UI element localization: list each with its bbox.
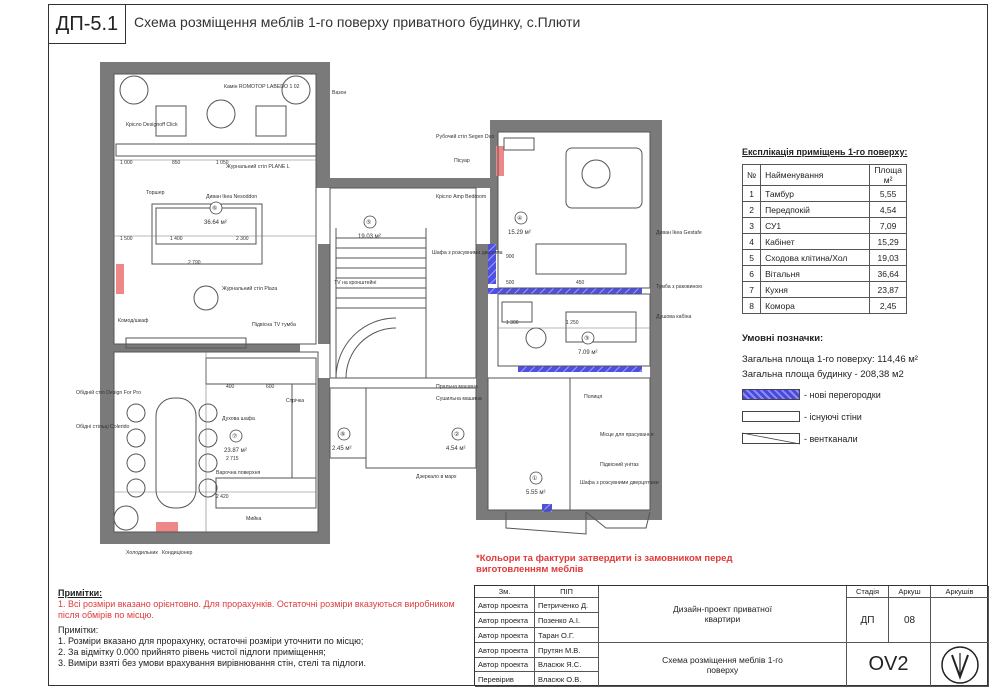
studio-logo (931, 643, 989, 687)
explication-table (742, 164, 907, 314)
legend-heading: Умовні позначки: (742, 333, 824, 344)
row-num: 4 (743, 234, 761, 250)
table-row (743, 250, 907, 266)
table-row (743, 218, 907, 234)
furniture-label: Обідній стіл Design For Pro (76, 390, 142, 396)
colors-note-line: виготовленням меблів (476, 564, 584, 575)
row-name: Передпокій (761, 202, 870, 218)
colors-note (476, 553, 733, 575)
tb-sheet-header: Аркуш (889, 586, 931, 598)
furniture-label: Журнальний стіл PLANE L (226, 164, 290, 170)
dimension: 500 (506, 280, 515, 286)
row-area: 19,03 (870, 250, 907, 266)
row-area: 15,29 (870, 234, 907, 250)
furniture-label: Комод/шкаф (118, 318, 149, 324)
room-label: ③ (584, 336, 590, 342)
dimension: 2 420 (216, 494, 229, 500)
room-label: ④ (517, 216, 523, 222)
row-area: 5,55 (870, 186, 907, 202)
furniture-label: Торшер (146, 190, 165, 196)
furniture-label: Дзеркало в марх (416, 474, 457, 480)
tb-studio: OV2 (847, 643, 931, 687)
furniture-label: Диван Ikea Gestafe (656, 230, 702, 236)
table-row (743, 266, 907, 282)
row-area: 36,64 (870, 266, 907, 282)
room-label: ① (532, 476, 538, 482)
furniture-label: Тумба з раковиною (656, 284, 703, 290)
table-row (743, 234, 907, 250)
dimension: 1 000 (120, 160, 133, 166)
title-block (474, 585, 988, 686)
tb-name: Прутян М.В. (535, 643, 599, 658)
furniture-label: Пральна машина (436, 384, 478, 390)
room-area: 36.64 м² (204, 220, 227, 226)
new-partition-swatch (742, 389, 800, 400)
table-row (743, 202, 907, 218)
row-name: Тамбур (761, 186, 870, 202)
note-item: 1. Розміри вказано для прорахунку, остаточні розміри уточнити по місцю; (58, 636, 364, 646)
dimension: 2 715 (226, 456, 239, 462)
tb-sheet-name: Схема розміщення меблів 1-го поверху (599, 643, 847, 687)
row-name: Вітальня (761, 266, 870, 282)
note-item: 2. За відмітку 0.000 прийнято рівень чистої підлоги приміщення; (58, 647, 326, 657)
furniture-label: Рубочий стіл Segen Duo (436, 134, 495, 140)
legend-label: - вентканали (804, 433, 858, 444)
room-area: 7.09 м² (578, 350, 598, 356)
furniture-label: Кондиціонер (162, 550, 193, 556)
tb-sheets-count (931, 598, 989, 643)
legend-item-new-partitions (742, 389, 881, 400)
note-item: 3. Виміри взяті без умови врахування вирівнювання стін, стелі та підлоги. (58, 658, 366, 668)
legend-item-existing-walls (742, 411, 862, 422)
tb-name: Петриченко Д. (535, 598, 599, 613)
row-num: 1 (743, 186, 761, 202)
tb-stage: ДП (847, 598, 889, 643)
tb-sheets-header: Аркушів (931, 586, 989, 598)
room-label: ⑥ (212, 206, 218, 212)
row-name: Сходова клітина/Хол (761, 250, 870, 266)
vent-swatch (742, 433, 800, 444)
dimension: 600 (266, 384, 275, 390)
logo-icon (940, 645, 980, 685)
floor-plan (76, 58, 703, 558)
legend-label: - існуючі стіни (804, 411, 862, 422)
room-area: 23.87 м² (224, 448, 247, 454)
tb-name: Власюк О.В. (535, 672, 599, 687)
row-num: 3 (743, 218, 761, 234)
colors-note-line: *Кольори та фактури затвердити із замовником перед (476, 553, 733, 564)
table-header-row (743, 165, 907, 186)
furniture-label: Духова шафа (222, 416, 255, 422)
room-area: 15.29 м² (508, 230, 531, 236)
tb-role: Автор проекта (475, 613, 535, 628)
furniture-label: Мийка (246, 516, 262, 522)
dimension: 1 500 (120, 236, 133, 242)
furniture-label: Камін ROMOTOP LABEDO 1 02 (224, 84, 300, 90)
dimension: 1 050 (216, 160, 229, 166)
dimension: 2 790 (188, 260, 201, 266)
room-label: ⑦ (232, 434, 238, 440)
total-house-area: Загальна площа будинку - 208,38 м2 (742, 369, 904, 380)
room-label: ⑤ (366, 220, 372, 226)
furniture-label: Крісло Designoff Click (126, 122, 178, 128)
furniture-label: Підвісна TV тумба (252, 322, 296, 328)
row-name: Комора (761, 298, 870, 314)
tb-name: Позенко А.І. (535, 613, 599, 628)
notes-red-text: 1. Всі розміри вказано орієнтовно. Для прорахунків. Остаточні розміри вказуються виробником після обмірів по місцю. (58, 599, 455, 620)
dimension: 450 (576, 280, 585, 286)
legend-item-vents (742, 433, 858, 444)
room-label: ② (454, 432, 460, 438)
dimension: 1 250 (566, 320, 579, 326)
row-area: 7,09 (870, 218, 907, 234)
furniture-label: Полиця (584, 394, 603, 400)
dimension: 1 400 (170, 236, 183, 242)
explication-title: Експлікація приміщень 1-го поверху: (742, 147, 908, 157)
tb-name: Таран О.Г. (535, 628, 599, 643)
legend-label: - нові перегородки (804, 389, 881, 400)
row-num: 7 (743, 282, 761, 298)
tb-role: Автор проекта (475, 598, 535, 613)
table-row (743, 186, 907, 202)
header-area: Площа м² (870, 165, 907, 186)
total-floor-area: Загальна площа 1-го поверху: 114,46 м² (742, 354, 918, 365)
tb-role: Перевірив (475, 672, 535, 687)
row-num: 8 (743, 298, 761, 314)
row-area: 4,54 (870, 202, 907, 218)
furniture-label: Варочна поверхня (216, 470, 261, 476)
dimension: 400 (226, 384, 235, 390)
row-name: Кабінет (761, 234, 870, 250)
furniture-label: Обідні стільці Colerido (76, 424, 130, 430)
room-area: 5.55 м² (526, 490, 546, 496)
tb-project: Дизайн-проект приватної квартири (599, 586, 847, 643)
furniture-label: Журнальний стіл Plaza (222, 286, 278, 292)
existing-wall-swatch (742, 411, 800, 422)
furniture-label: Шафа з розсувними дверима (432, 250, 503, 256)
row-name: СУ1 (761, 218, 870, 234)
tb-col-header: ПІП (535, 586, 599, 598)
tb-name: Власюк Я.С. (535, 658, 599, 672)
furniture-label: Місце для прасування (600, 432, 654, 438)
tb-col-header: Зм. (475, 586, 535, 598)
dimension: 850 (172, 160, 181, 166)
furniture-label: Шафа з розсувними дверцятами (580, 480, 659, 486)
furniture-label: TV на кронштейні (334, 280, 377, 286)
row-name: Кухня (761, 282, 870, 298)
tb-role: Автор проекта (475, 643, 535, 658)
row-area: 23,87 (870, 282, 907, 298)
row-area: 2,45 (870, 298, 907, 314)
furniture-label: Диван Ikea Nesoddon (206, 194, 258, 200)
furniture-label: Душова кабіна (656, 314, 692, 320)
furniture-label: Стрічка (286, 398, 305, 404)
dimension: 1 300 (506, 320, 519, 326)
tb-sheet-no: 08 (889, 598, 931, 643)
sheet-code: ДП-5.1 (48, 4, 126, 44)
furniture-label: Вазон (332, 90, 347, 96)
tb-stage-header: Стадія (847, 586, 889, 598)
notes-heading-2: Примітки: (58, 625, 99, 635)
room-area: 19.03 м² (358, 234, 381, 240)
room-label: ⑧ (340, 432, 346, 438)
row-num: 6 (743, 266, 761, 282)
notes-heading: Примітки: (58, 588, 103, 598)
dimension: 2 300 (236, 236, 249, 242)
furniture-label: Крісло Amp Bedroom (436, 194, 487, 200)
tb-role: Автор проекта (475, 658, 535, 672)
row-num: 2 (743, 202, 761, 218)
header-num: № (743, 165, 761, 186)
room-area: 4.54 м² (446, 446, 466, 452)
furniture-label: Сушильна машина (436, 396, 482, 402)
room-area: 2.45 м² (332, 446, 352, 452)
table-row (743, 282, 907, 298)
sheet-title: Схема розміщення меблів 1-го поверху приватного будинку, с.Плюти (134, 14, 581, 30)
tb-role: Автор проекта (475, 628, 535, 643)
furniture-label: Пісуар (454, 158, 470, 164)
table-row (743, 298, 907, 314)
furniture-label: Підвісний унітаз (600, 462, 639, 468)
header-name: Найменування (761, 165, 870, 186)
notes-block (58, 588, 468, 669)
row-num: 5 (743, 250, 761, 266)
dimension: 900 (506, 254, 515, 260)
furniture-label: Холодильник (126, 550, 158, 556)
